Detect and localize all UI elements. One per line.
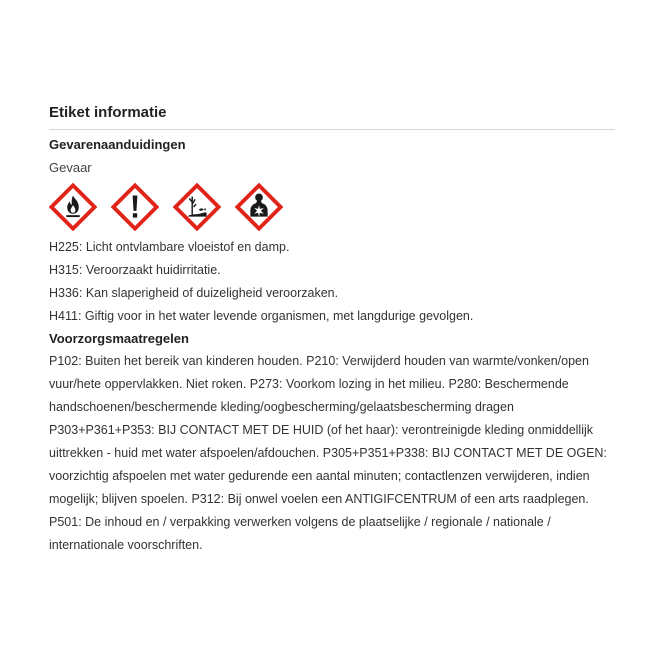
health-hazard-icon [235, 183, 283, 231]
precaution-section-title: Voorzorgsmaatregelen [49, 331, 189, 346]
precautionary-statements: P102: Buiten het bereik van kinderen houden. P210: Verwijderd houden van warmte/vonken/open vuur/hete oppervlakken. Niet roken. P273: Voorkom lozing in het milieu. P280: Beschermende handschoenen/beschermende kleding/oogbescherming/gelaatsbescherming dragen P303+P361+P353: BIJ CONTACT MET DE HUID (of het haar): verontreinigde kleding onmiddellijk uittrekken - huid met water afspoelen/afdouchen. P305+P351+P338: BIJ CONTACT MET DE OGEN: voorzichtig afspoelen met water gedurende een aantal minuten; contactlenzen verwijderen, indien mogelijk; blijven spoelen. P312: Bij onwel voelen een ANTIGIFCENTRUM of een arts raadplegen. P501: De inhoud en / verpakking verwerken volgens de plaatselijke / regionale / nationale / internationale voorschriften. [49, 354, 607, 552]
panel-title: Etiket informatie [49, 103, 615, 130]
hazard-statement: H225: Licht ontvlambare vloeistof en damp. [49, 240, 290, 254]
exclamation-mark-icon [111, 183, 159, 231]
hazard-statement: H336: Kan slaperigheid of duizeligheid veroorzaken. [49, 286, 339, 300]
hazard-statements [49, 236, 615, 328]
hazard-section [49, 136, 615, 328]
environment-icon [173, 183, 221, 231]
flame-icon [49, 183, 97, 231]
ghs-pictograms [49, 183, 615, 231]
label-info-panel [49, 103, 615, 557]
hazard-statement: H411: Giftig voor in het water levende organismen, met langdurige gevolgen. [49, 309, 474, 323]
hazard-statement: H315: Veroorzaakt huidirritatie. [49, 263, 221, 277]
signal-word: Gevaar [49, 160, 92, 175]
precaution-section [49, 328, 615, 557]
hazard-section-title: Gevarenaanduidingen [49, 137, 186, 152]
